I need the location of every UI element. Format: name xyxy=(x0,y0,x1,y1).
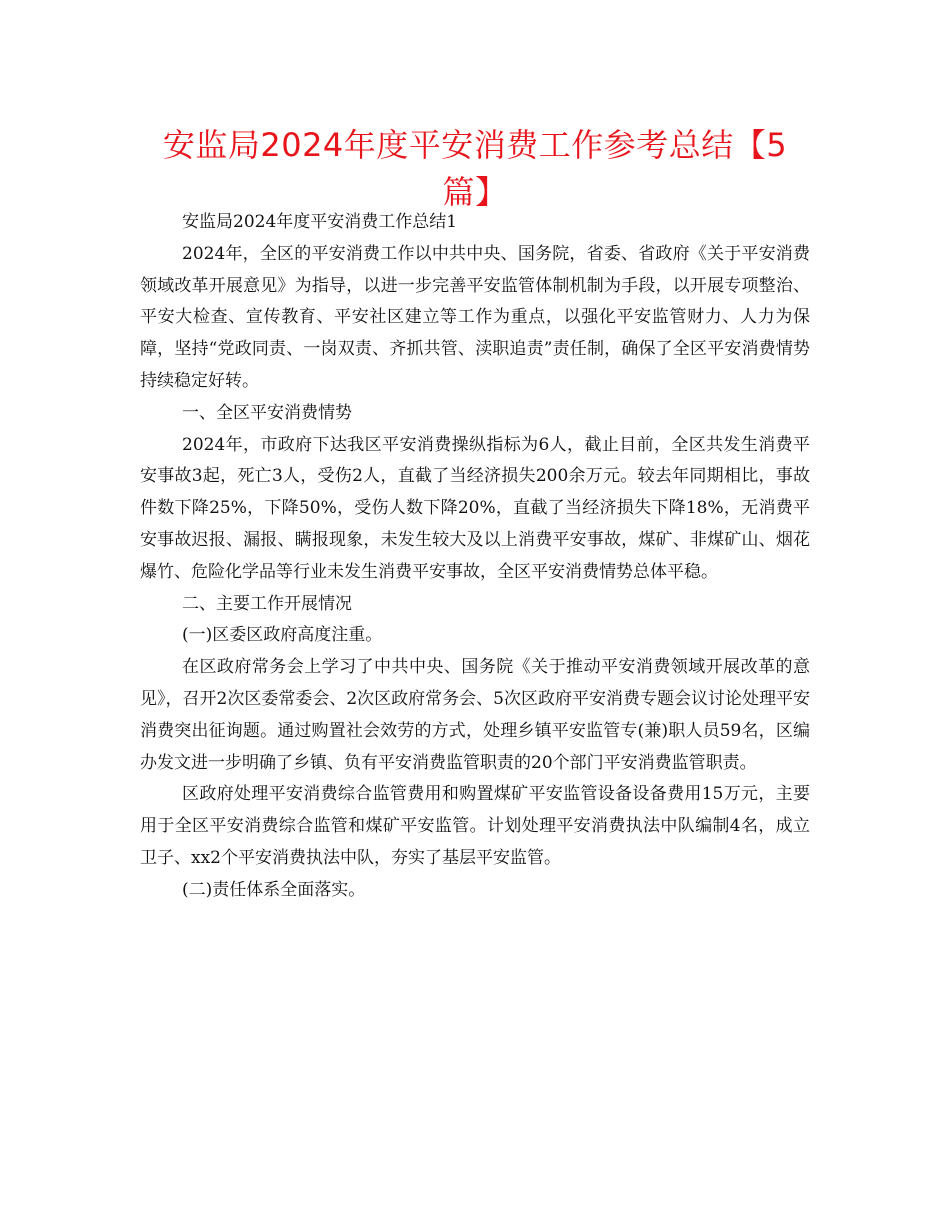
section-heading-summary-1: 安监局2024年度平安消费工作总结1 xyxy=(182,212,458,232)
subsection-heading: (一)区委区政府高度注重。 xyxy=(182,625,383,646)
document-title: 安监局2024年度平安消费工作参考总结【5篇】 xyxy=(162,126,788,211)
section-heading: 一、全区平安消费情势 xyxy=(182,402,352,423)
subsection-heading: (二)责任体系全面落实。 xyxy=(182,879,366,900)
section-heading: 二、主要工作开展情况 xyxy=(182,593,352,614)
body-paragraph: 区政府处理平安消费综合监管费用和购置煤矿平安监管设备设备费用15万元，主要用于全区平安消费综合监管和煤矿平安监管。计划处理平安消费执法中队编制4名，成立卫子、xx2个平安消费执法中队，夯实了基层平安监管。 xyxy=(140,784,810,868)
body-paragraph: 2024年，全区的平安消费工作以中共中央、国务院，省委、省政府《关于平安消费领域改革开展意见》为指导，以进一步完善平安监管体制机制为手段，以开展专项整治、平安大检查、宣传教育、平安社区建立等工作为重点，以强化平安监管财力、人力为保障，坚持“党政同责、一岗双责、齐抓共管、渎职追责”责任制，确保了全区平安消费情势持续稳定好转。 xyxy=(140,243,810,391)
body-paragraph: 在区政府常务会上学习了中共中央、国务院《关于推动平安消费领域开展改革的意见》，召开2次区委常委会、2次区政府常务会、5次区政府平安消费专题会议讨论处理平安消费突出征询题。通过购置社会效劳的方式，处理乡镇平安监管专(兼)职人员59名，区编办发文进一步明确了乡镇、负有平安消费监管职责的20个部门平安消费监管职责。 xyxy=(140,657,810,773)
body-paragraph: 2024年，市政府下达我区平安消费操纵指标为6人，截止目前，全区共发生消费平安事故3起，死亡3人，受伤2人，直截了当经济损失200余万元。较去年同期相比，事故件数下降25%，下降50%，受伤人数下降20%，直截了当经济损失下降18%，无消费平安事故迟报、漏报、瞒报现象，未发生较大及以上消费平安事故，煤矿、非煤矿山、烟花爆竹、危险化学品等行业未发生消费平安事故，全区平安消费情势总体平稳。 xyxy=(140,434,810,582)
document-body xyxy=(140,207,810,907)
